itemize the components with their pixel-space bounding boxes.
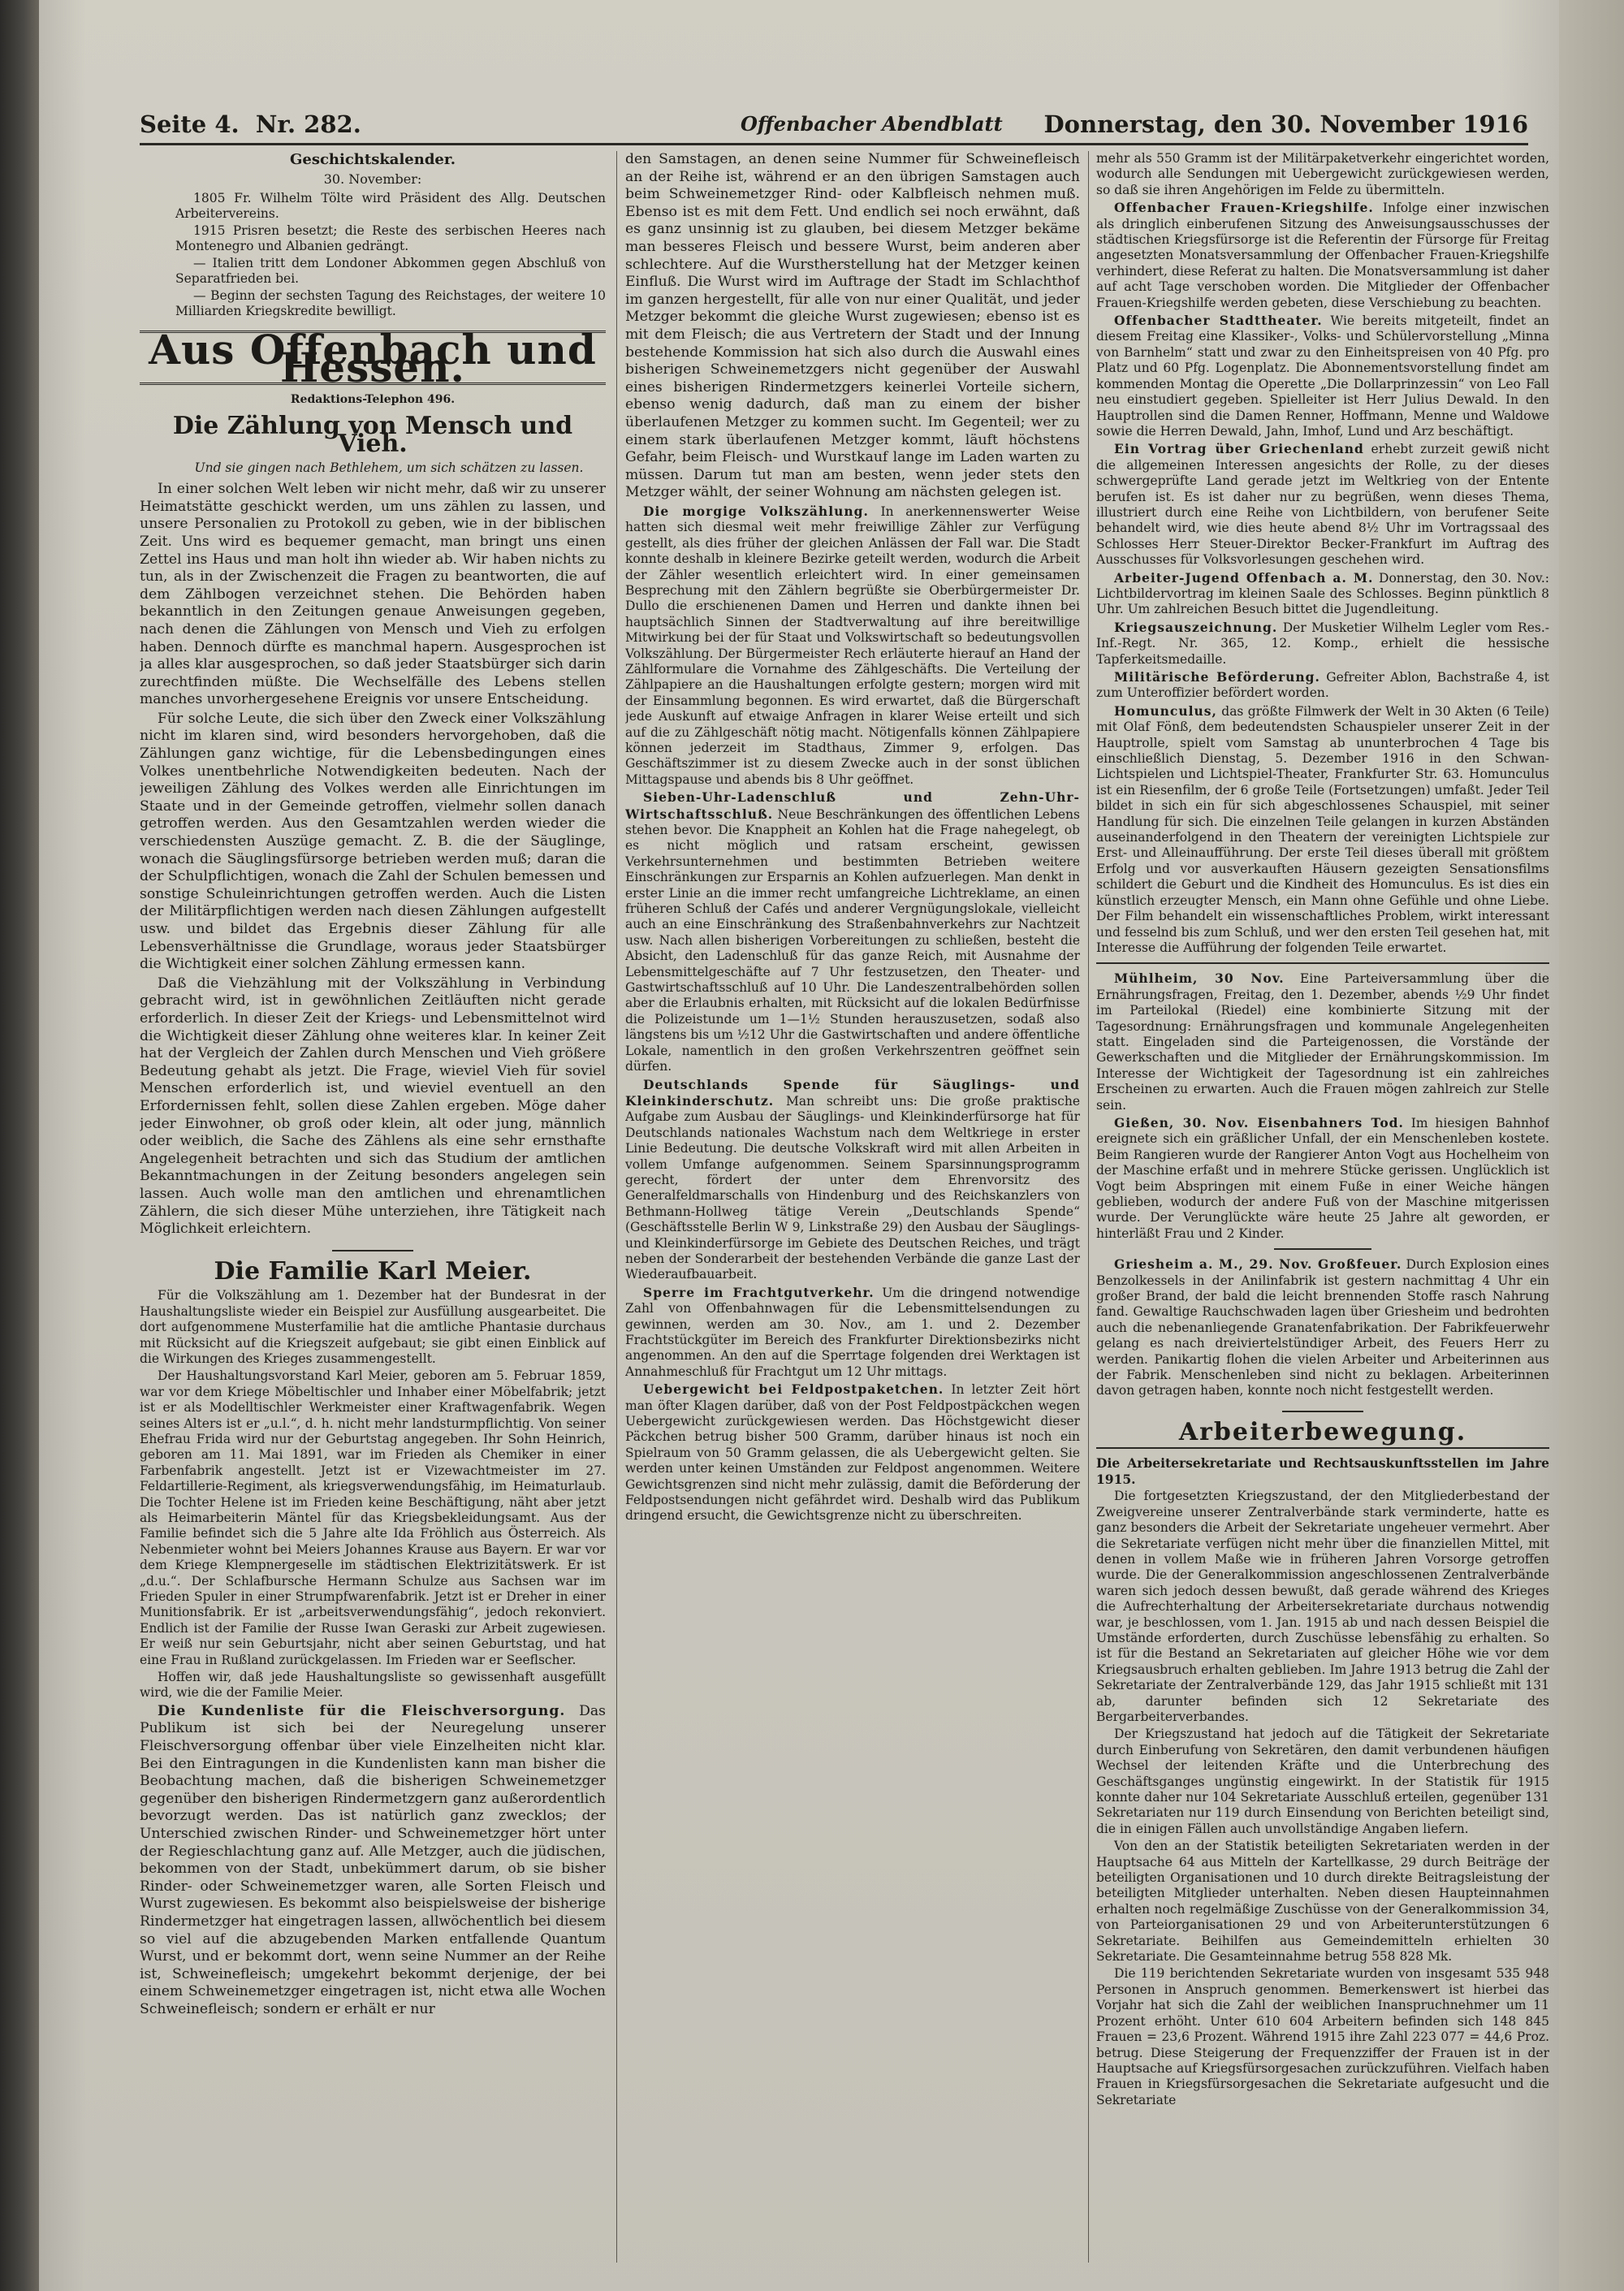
news-heading: Ein Vortrag über Griechenland bbox=[1114, 441, 1364, 457]
article-paragraph: Die fortgesetzten Kriegszustand, der den Mitgliederbestand der Zweigvereine unserer Zentralverbände stark verminderte, hatte es ganz besonders die Arbeit der Sekretariate ungeheuer vermehrt. Aber die Sekretariate verfügen nicht mehr über die finanziellen Mittel, mit denen in vollem Maße wie in früheren Jahren Vorsorge getroffen wurde. Die der Generalkommission angeschlossenen Zentralverbände waren sich jedoch dessen bewußt, daß gerade während des Krieges die Aufrechterhaltung der Arbeitersekretariate durchaus notwendig war, je beschlossen, vom 1. Jan. 1915 ab und nach dessen Beispiel die Umstände erforderten, durch Zuschüsse lebensfähig zu erhalten. So ist für die Bestand an Sekretariaten auf gleicher Höhe wie vor dem Kriegsausbruch erhalten geblieben. Im Jahre 1913 betrug die Zahl der Sekretariate der Zentralverbände 129, das Jahr 1915 schließt mit 131 ab, darunter befinden sich 12 Sekretariate des Bergarbeiterverbandes. bbox=[1096, 1489, 1549, 1724]
issue-date: Donnerstag, den 30. November 1916 bbox=[1043, 110, 1528, 138]
news-heading: Kriegsauszeichnung. bbox=[1114, 619, 1278, 635]
news-heading: Arbeiter-Jugend Offenbach a. M. bbox=[1114, 569, 1374, 586]
news-text: Man schreibt uns: Die große praktische Aufgabe zum Ausbau der Säuglings- und Kleinkinderfürsorge hat für Deutschlands nationales Wachstum nach dem Weltkriege in erster Linie Bedeutung. Die deutsche Volkskraft wird mit allen Arbeiten in vollem Umfange aufgenommen. Seinem Sparsinnungsprogramm gerecht, fördert der unter dem Ehrenvorsitz des Generalfeldmarschalls von Hindenburg und des Reichskanzlers von Bethmann-Hollweg tätige Verein „Deutschlands Spende“ (Geschäftsstelle Berlin W 9, Linkstraße 29) den Ausbau der Säuglings- und Kleinkinderfürsorge im Gebiete des Deutschen Reiches, und trägt neben der Sonderarbeit der bestehenden Verbände die ganze Last der Wiederaufbauarbeit. bbox=[625, 1093, 1080, 1282]
calendar-entry: 1915 Prisren besetzt; die Reste des serbischen Heeres nach Montenegro und Albanien gedrängt. bbox=[175, 223, 606, 254]
news-text: Donnerstag, den 30. Nov.: Lichtbildervortrag im kleinen Saale des Schlosses. Beginn pünktlich 8 Uhr. Um zahlreichen Besuch bittet die Jugendleitung. bbox=[1096, 570, 1549, 617]
section-title: Arbeiterbewegung. bbox=[1178, 1417, 1467, 1446]
calendar-entry: — Beginn der sechsten Tagung des Reichstages, der weitere 10 Milliarden Kriegskredite bewilligt. bbox=[175, 288, 606, 319]
divider bbox=[1282, 1411, 1363, 1412]
news-heading: Offenbacher Stadttheater. bbox=[1114, 313, 1323, 329]
article-paragraph: Der Haushaltungsvorstand Karl Meier, geboren am 5. Februar 1859, war vor dem Kriege Möbeltischler und Inhaber einer Möbelfabrik; jetzt ist er als Modelltischler Werkmeister einer Kraftwagenfabrik. Wegen seines Alters ist er „u.l.“, d. h. nicht mehr landsturmpflichtig. Von seiner Ehefrau Frida wird nur der Geburtstag angegeben. Ihr Sohn Heinrich, geboren am 11. Mai 1891, war im Frieden als Chemiker in einer Farbenfabrik angestellt. Jetzt ist er Vizewachtmeister im 27. Feldartillerie-Regiment, als kriegsverwendungsfähig, im Heimaturlaub. Die Tochter Helene ist im Frieden keine Beschäftigung, näht aber jetzt als Heimarbeiterin Mäntel für das Kriegsbekleidungsamt. Aus der Familie befindet sich die 5 Jahre alte Ida Fröhlich aus Österreich. Als Nebenmieter wohnt bei Meiers Johannes Krause aus Bayern. Er war vor dem Kriege Klempnergeselle im städtischen Elektrizitätswerk. Er ist „d.u.“. Der Schlafbursche Hermann Schulze aus Sachsen war im Frieden Spuler in einer Strumpfwarenfabrik. Jetzt ist er Dreher in einer Munitionsfabrik. Er ist „arbeitsverwendungsfähig“, jedoch rekonviert. Endlich ist der Familie der Russe Iwan Geraski zur Arbeit zugewiesen. Er weiß nur sein Geburtsjahr, nicht aber seinen Geburtstag, und hat eine Frau in Rußland zurückgelassen. Im Frieden war er Seeflscher. bbox=[140, 1368, 606, 1667]
news-text: Durch Explosion eines Benzolkessels in der Anilinfabrik ist gestern nachmittag 4 Uhr ein großer Brand, der bald die leicht brennenden Stoffe rasch Nahrung fand. Gewaltige Rauchschwaden lagen über Griesheim und bedrohten auch die nebenanliegende Granatenfabrikation. Der Fabrikfeuerwehr gelang es nach dreiviertelstündiger Arbeit, des Feuers Herr zu werden. Panikartig flohen die vielen Arbeiter und Arbeiterinnen aus der Fabrik. Menschenleben sind nicht zu beklagen. Arbeiterinnen davon getragen haben, konnte noch nicht festgestellt werden. bbox=[1096, 1257, 1549, 1398]
news-text: Eine Parteiversammlung über die Ernährungsfragen, Freitag, den 1. Dezember, abends ½9 Uhr findet im Parteilokal (Riedel) eine kombinierte Sitzung mit der Tagesordnung: Ernährungsfragen und kommunale Angelegenheiten statt. Eingeladen sind die Parteigenossen, die Vorstände der Gewerkschaften und die Mitglieder der Ernährungskommission. Im Interesse der Wichtigkeit der Tagesordnung ist ein zahlreiches Erscheinen zu erwarten. Auch die Frauen mögen zahlreich zur Stelle sein. bbox=[1096, 971, 1549, 1113]
column-rule bbox=[1088, 151, 1089, 2263]
page-number-label: Seite 4. Nr. 282. bbox=[140, 110, 361, 138]
news-text: In letzter Zeit hört man öfter Klagen darüber, daß von der Post Feldpostpäckchen wegen Uebergewicht zurückgewiesen werden. Das Höchstgewicht dieser Päckchen betrug bisher 500 Gramm, darüber hinaus ist noch ein Spielraum von 50 Gramm gelassen, die als Uebergewicht gelten. Sie werden unter keinen Umständen zur Feldpost angenommen. Weitere Gewichtsgrenzen sind nicht mehr zulässig, damit die Beförderung der Feldpostsendungen nicht gefährdet wird. Deshalb wird das Publikum dringend ersucht, die Gewichtsgrenze nicht zu überschreiten. bbox=[625, 1382, 1080, 1524]
article-subtitle: Die Arbeitersekretariate und Rechtsauskunftsstellen im Jahre 1915. bbox=[1096, 1455, 1549, 1487]
divider bbox=[1096, 962, 1549, 964]
adjacent-page-edge bbox=[1559, 0, 1624, 2291]
news-heading: Sieben-Uhr-Ladenschluß und Zehn-Uhr-Wirtschaftsschluß. bbox=[625, 789, 1080, 822]
news-heading: Homunculus, bbox=[1114, 702, 1217, 719]
calendar-entry: 1805 Fr. Wilhelm Tölte wird Präsident des Allg. Deutschen Arbeitervereins. bbox=[175, 191, 606, 222]
article-paragraph: Hoffen wir, daß jede Haushaltungsliste so gewissenhaft ausgefüllt wird, wie die der Familie Meier. bbox=[140, 1670, 606, 1701]
news-text: erhebt zurzeit gewiß nicht die allgemeinen Interessen angesichts der Rolle, zu der dieses schwergeprüfte Land gerade jetzt im Weltkrieg von der Entente berufen ist. Es ist daher nur zu begrüßen, wenn dieses Thema, illustriert durch eine Reihe von Lichtbildern, von berufener Seite behandelt wird, wie dies heute abend 8½ Uhr im Vortragssaal des Schlosses Herr Steuer-Direktor Becker-Frankfurt im Auftrag des Ausschusses für Volksvorlesungen geschehen wird. bbox=[1096, 442, 1549, 568]
book-binding bbox=[0, 0, 39, 2291]
masthead-title: Offenbacher Abendblatt bbox=[741, 112, 1003, 136]
article-paragraph: Für die Volkszählung am 1. Dezember hat der Bundesrat in der Haushaltungsliste wieder ein Beispiel zur Ausfüllung ausgearbeitet. Die dort aufgenommene Musterfamilie hat die amtliche Phantasie durchaus mit Rücksicht auf die Kriegszeit aufgebaut; sie gibt einen Einblick auf die Wirkungen des Krieges zusammengestellt. bbox=[140, 1288, 606, 1366]
news-heading: Offenbacher Frauen-Kriegshilfe. bbox=[1114, 200, 1374, 216]
section-title: Aus Offenbach und Hessen. bbox=[140, 331, 606, 385]
news-heading: Die morgige Volkszählung. bbox=[643, 503, 869, 519]
news-text: Um die dringend notwendige Zahl von Offenbahnwagen für die Lebensmittelsendungen zu gewinnen, werden am 30. Nov., am 1. und 2. Dezember Frachtstückgüter im Bereich des Frankfurter Direktionsbezirks nicht angenommen. An den auf die Sperrtage folgenden drei Werktagen ist Annahmeschluß für Frachtgut um 12 Uhr mittags. bbox=[625, 1285, 1080, 1379]
news-text: Gefreiter Ablon, Bachstraße 4, ist zum Unteroffizier befördert worden. bbox=[1096, 670, 1549, 701]
calendar-title: Geschichtskalender. bbox=[290, 151, 456, 168]
news-text: Infolge einer inzwischen als dringlich einberufenen Sitzung des Anweisungsausschusses der städtischen Kriegsfürsorge ist die Referentin der Fürsorge für Freitag angesetzten Monatsversammlung der Offenbacher Frauen-Kriegshilfe verhindert, diese Referat zu halten. Die Monatsversammlung ist daher auf acht Tage verschoben worden. Die Mitglieder der Offenbacher Frauen-Kriegshilfe werden gebeten, diese Verschiebung zu beachten. bbox=[1096, 201, 1549, 310]
editorial-telephone: Redaktions-Telephon 496. bbox=[290, 393, 456, 407]
calendar-entry: — Italien tritt dem Londoner Abkommen gegen Abschluß von Separatfrieden bei. bbox=[175, 256, 606, 287]
article-paragraph: Für solche Leute, die sich über den Zweck einer Volkszählung nicht im klaren sind, wird besonders hervorgehoben, daß die Zählungen ganz wichtige, für die Lebensbedingungen eines Volkes unentbehrliche Notwendigkeiten bedeuten. Nach der jeweiligen Zählung des Volkes werden alle Einrichtungen im Staate und in der Gemeinde getroffen, vielmehr sollen danach getroffen werden. Aus den Gesamtzahlen werden wieder die verschiedensten Auszüge gemacht. Z. B. die der Säuglinge, wonach die Säuglingsfürsorge betrieben werden muß; daran die der Schulpflichtigen, wonach die Zahl der Schulen bemessen und sonstige Schuleinrichtungen getroffen werden. Auch die Listen der Militärpflichtigen werden nach diesen Zählungen aufgestellt usw. und bildet das Ergebnis dieser Zählung für alle Lebensverhältnisse die Grundlage, woraus jeder Staatsbürger die Wichtigkeit einer solchen Zählung ermessen kann. bbox=[140, 710, 606, 973]
divider bbox=[332, 1250, 413, 1251]
article-paragraph: Daß die Viehzählung mit der Volkszählung in Verbindung gebracht wird, ist in gewöhnlichen Zeitläuften nicht gerade erforderlich. In dieser Zeit der Kriegs- und Lebensmittelnot wird die Wichtigkeit dieser Zählung ohne weiteres klar. In keiner Zeit hat der Vergleich der Zahlen durch Menschen und Vieh größere Bedeutung gehabt als jetzt. Die Frage, wieviel Vieh für soviel Menschen erforderlich ist, und wieviel eventuell an den Erfordernissen fehlt, sollen diese Zahlen ergeben. Möge daher jeder Einwohner, ob groß oder klein, alt oder jung, männlich oder weiblich, die Sache des Zählens als eine sehr ernsthafte Angelegenheit betrachten und sich das Studium der amtlichen Bekanntmachungen in der Zeitung besonders angelegen sein lassen. Auch wolle man den amtlichen und ehrenamtlichen Zählern, die sich dieser Mühe unterziehen, ihre Tätigkeit nach Möglichkeit erleichtern. bbox=[140, 975, 606, 1238]
news-heading: Uebergewicht bei Feldpostpaketchen. bbox=[643, 1381, 944, 1398]
news-text: Neue Beschränkungen des öffentlichen Lebens stehen bevor. Die Knappheit an Kohlen hat die Frage nahegelegt, ob es nicht möglich und ratsam erscheint, gewissen Verkehrsunternehmen und bestimmten Betrieben weitere Einschränkungen zur Ersparnis an Kohlen aufzuerlegen. Man denkt in erster Linie an die immer recht umfangreiche Lichtreklame, an einen früheren Schluß der Cafés und anderer Vergnügungslokale, vielleicht auch an eine Einschränkung des Straßenbahnverkehrs zur Nachtzeit usw. Nach allen bisherigen Vorbereitungen zu schließen, besteht die Absicht, den Ladenschluß für das ganze Reich, mit Ausnahme der Lebensmittelgeschäfte auf 7 Uhr festzusetzen, den Theater- und Gastwirtschaftsschluß auf 10 Uhr. Die Landeszentralbehörden sollen aber die Erlaubnis erhalten, mit Rücksicht auf die lokalen Bedürfnisse die Polizeistunde um 1—1½ Stunden herauszusetzen, sodaß also längstens bis um ½12 Uhr die Gastwirtschaften und andere öffentliche Lokale, namentlich in den großen Verkehrszentren geöffnet sein dürfen. bbox=[625, 806, 1080, 1074]
article-paragraph: Von den an der Statistik beteiligten Sekretariaten werden in der Hauptsache 64 aus Mitteln der Kartellkasse, 29 durch Beiträge der beteiligten Organisationen und 10 durch direkte Beitragsleistung der beteiligten Mitglieder unterhalten. Neben diesen Haupteinnahmen erhalten noch regelmäßige Zuschüsse von der Generalkommission 34, von Parteiorganisationen 29 und von Arbeiterunterstützungen 6 Sekretariate. Beihilfen aus Gemeindemitteln erhielten 30 Sekretariate. Die Gesamteinnahme betrug 558 828 Mk. bbox=[1096, 1839, 1549, 1965]
article-lead: Die Kundenliste für die Fleischversorgung. bbox=[158, 1702, 566, 1719]
column-3 bbox=[1096, 151, 1549, 2279]
article-paragraph: Das Publikum ist sich bei der Neuregelung unserer Fleischversorgung offenbar über viele Einzelheiten nicht klar. Bei den Eintragungen in die Kundenlisten kann man bisher die Beobachtung machen, daß die bisherigen Schweinemetzger gegenüber den bisherigen Rindermetzgern ganz außerordentlich bevorzugt werden. Das ist natürlich ganz zwecklos; der Unterschied zwischen Rinder- und Schweinemetzger hört unter der Regieschlachtung ganz auf. Alle Metzger, auch die jüdischen, bekommen von der Stadt, unbekümmert darum, ob sie bisher Rinder- oder Schweinemetzger waren, alle Sorten Fleisch und Wurst zugewiesen. Es bekommt also beispielsweise der bisherige Rindermetzger hat eingetragen lassen, allwöchentlich bei diesem so viel auf die abzugebenden Marken entfallende Quantum Wurst, und er bekommt dort, wenn seine Nummer an der Reihe ist, Schweinefleisch; umgekehrt bekommt derjenige, der bei einem Schweinemetzger eingetragen ist, nicht etwa alle Wochen Schweinefleisch; sondern er erhält er nur bbox=[140, 1702, 606, 2017]
divider bbox=[1096, 1447, 1549, 1449]
calendar-date: 30. November: bbox=[323, 171, 422, 187]
news-text: In anerkennenswerter Weise hatten sich diesmal weit mehr freiwillige Zähler zur Verfügung gestellt, als dies früher der gleichen Anlässen der Fall war. Die Stadt konnte deshalb in kleinere Bezirke geteilt werden, wodurch die Arbeit der Zähler wesentlich erleichtert wird. In einer gemeinsamen Besprechung mit den Zählern begrüßte sie Oberbürgermeister Dr. Dullo die erschienenen Damen und Herren und dankte ihnen bei hauptsächlich Sinnen der Stadtverwaltung auf ihre bereitwillige Mitwirkung bei der für Staat und Volkswirtschaft so bedeutungsvollen Volkszählung. Der Bürgermeister Rech erläuterte hierauf an Hand der Zählformulare die Vornahme des Zählgeschäfts. Die Verteilung der Zählpapiere an die Haushaltungen erfolgte gestern; morgen wird mit der Einsammlung begonnen. Es wird erwartet, daß die Bürgerschaft jede Auskunft auf etwaige Anfragen in klarer Weise erteilt und sich auf die zu Zählgeschäft nötig macht. Nötigenfalls können Zählpapiere können jederzeit im Stadthaus, Zimmer 9, erfolgen. Das Geschäftszimmer ist zu diesem Zwecke auch in der sonst üblichen Mittagspause und abends bis 8 Uhr geöffnet. bbox=[625, 504, 1080, 787]
news-text: das größte Filmwerk der Welt in 30 Akten (6 Teile) mit Olaf Fönß, dem bedeutendsten Schauspieler unserer Zeit in der Hauptrolle, spielt vom Samstag ab ununterbrochen 4 Tage bis einschließlich Dienstag, 5. Dezember 1916 in den Schwan-Lichtspielen und Lichtspiel-Theater, Frankfurter Str. 63. Homunculus ist ein Riesenfilm, der 6 große Teile (Fortsetzungen) umfaßt. Jeder Teil bildet in sich ein für sich abgeschlossenes Schauspiel, mit seiner Handlung für sich. Die einzelnen Teile gelangen in kurzen Abständen auseinanderfolgend in den Theatern der vereinigten Lichtspiele zur Erst- und Alleinaufführung. Der erste Teil dieses überall mit größtem Erfolg und vor ausverkauften Häusern gezeigten Sensationsfilms schildert die Geburt und die Kindheit des Homunculus. Es ist dies ein künstlich erzeugter Mensch, ein Mann ohne Gefühle und ohne Liebe. Der Film behandelt ein wissenschaftliches Problem, wirkt interessant und fesselnd bis zum Schluß, und wer den ersten Teil gesehen hat, mit Interesse die Aufführung der folgenden Teile erwartet. bbox=[1096, 703, 1549, 955]
news-heading: Griesheim a. M., 29. Nov. Großfeuer. bbox=[1114, 1256, 1402, 1273]
article-paragraph: Die 119 berichtenden Sekretariate wurden von insgesamt 535 948 Personen in Anspruch genommen. Bemerkenswert ist hierbei das Vorjahr hat sich die Zahl der weiblichen Inanspruchnehmer um 11 Prozent erhöht. Unter 610 604 Arbeitern befinden sich 148 845 Frauen = 23,6 Prozent. Während 1915 ihre Zahl 223 077 = 44,6 Proz. betrug. Diese Steigerung der Frequenzziffer der Frauen ist in der Hauptsache auf Kriegsfürsorgesachen zurückzuführen. Vielfach haben Frauen in Kriegsfürsorgesachen die Sekretariate aufgesucht und die Sekretariate bbox=[1096, 1966, 1549, 2107]
article-paragraph: In einer solchen Welt leben wir nicht mehr, daß wir zu unserer Heimatstätte geschickt werden, um uns zählen zu lassen, und unsere Personalien zu Protokoll zu geben, wie in der biblischen Zeit. Uns wird es bequemer gemacht, man bringt uns einen Zettel ins Haus und man holt ihn wieder ab. Wir haben nichts zu tun, als in der Zwischenzeit die Fragen zu beantworten, die auf dem Zählbogen verzeichnet stehen. Die Behörden haben bekanntlich in den Zeitungen genaue Anweisungen gegeben, nach denen die Zählungen von Mensch und Vieh zu erfolgen haben. Dennoch dürfte es manchmal hapern. Ausgesprochen ist ja alles klar ausgesprochen, so daß jeder Staatsbürger sich darin zurechtfinden müßte. Die Wechselfälle des Lebens stellen manches unvorhergesehene Ereignis vor unsere Entscheidung. bbox=[140, 481, 606, 708]
news-text: Im hiesigen Bahnhof ereignete sich ein gräßlicher Unfall, der ein Menschenleben kostete. Beim Rangieren wurde der Rangierer Anton Vogt aus Hochelheim von der Maschine erfaßt und in mehrere Stücke gerissen. Unglücklich ist Vogt beim Abspringen mit einem Fuße in einer Weiche hängen geblieben, wodurch der andere Fuß von der Maschine mitgerissen wurde. Der Verunglückte wäre heute 25 Jahre alt geworden, er hinterläßt Frau und 2 Kinder. bbox=[1096, 1115, 1549, 1241]
news-heading: Deutschlands Spende für Säuglings- und Kleinkinderschutz. bbox=[625, 1076, 1080, 1109]
article-epigraph: Und sie gingen nach Bethlehem, um sich schätzen zu lassen. bbox=[194, 460, 584, 476]
column-2 bbox=[625, 151, 1080, 2279]
article-title: Die Familie Karl Meier. bbox=[214, 1256, 532, 1286]
column-rule bbox=[616, 151, 617, 2263]
news-heading: Gießen, 30. Nov. Eisenbahners Tod. bbox=[1114, 1114, 1404, 1130]
article-paragraph: den Samstagen, an denen seine Nummer für Schweinefleisch an der Reihe ist, während er an den übrigen Samstagen auch beim Schweinemetzger Rind- oder Kalbfleisch nehmen muß. Ebenso ist es mit dem Fett. Und endlich sei noch erwähnt, daß es ganz unsinnig ist zu glauben, bei diesem Metzger bekäme man besseres Fleisch und bessere Wurst, beim anderen aber schlechtere. Auf die Wurstherstellung hat der Metzger keinen Einfluß. Die Wurst wird im Auftrage der Stadt im Schlachthof im ganzen hergestellt, für alle von nur einer Qualität, und jeder Metzger bekommt die gleiche Wurst zugewiesen; ebenso ist es mit dem Fleisch; die aus Vertretern der Stadt und der Innung bestehende Kommission hat sich also durch die Auswahl eines bisherigen Schweinemetzgers nicht gegenüber der Auswahl eines bisherigen Rindermetzgers keinerlei Vorteile sichern, ebenso wenig dadurch, daß man zu einem der bisher überlaufenen Metzger zu kommen sucht. Im Gegenteil; wer zu einem stark überlaufenen Metzger kommt, läuft höchstens Gefahr, beim Fleisch- und Wurstkauf lange im Laden warten zu müssen. Darum tut man am besten, wenn jeder stets den Metzger wählt, der seiner Wohnung am nächsten gelegen ist. bbox=[625, 151, 1080, 501]
article-title: Die Zählung von Mensch und Vieh. bbox=[172, 411, 573, 458]
news-text: Der Musketier Wilhelm Legler vom Res.-Inf.-Regt. Nr. 365, 12. Komp., erhielt die hessische Tapferkeitsmedaille. bbox=[1096, 620, 1549, 667]
news-heading: Sperre im Frachtgutverkehr. bbox=[643, 1284, 875, 1300]
page-header bbox=[140, 107, 1528, 145]
news-heading: Militärische Beförderung. bbox=[1114, 669, 1320, 685]
news-heading: Mühlheim, 30 Nov. bbox=[1114, 970, 1285, 987]
news-text: mehr als 550 Gramm ist der Militärpaketverkehr eingerichtet worden, wodurch alle Sendungen mit Uebergewicht zurückgewiesen werden, so daß sie ihren Angehörigen im Felde zu übermitteln. bbox=[1096, 151, 1549, 197]
news-text: Wie bereits mitgeteilt, findet an diesem Freitag eine Klassiker-, Volks- und Schülervorstellung „Minna von Barnhelm“ statt und zwar zu den Einheitspreisen von 40 Pfg. pro Platz und 60 Pfg. Logenplatz. Die Abonnementsvorstellung findet am kommenden Montag die Operette „Die Dollarprinzessin“ von Leo Fall neu einstudiert gegeben. Spielleiter ist Herr Julius Dewald. In den Hauptrollen sind die Damen Renner, Hoffmann, Menne und Waldowe sowie die Herren Dewald, Jahn, Imhof, Lund und Arz beschäftigt. bbox=[1096, 313, 1549, 439]
article-paragraph: Der Kriegszustand hat jedoch auf die Tätigkeit der Sekretariate durch Einberufung von Sekretären, den damit verbundenen häufigen Wechsel der leitenden Kräfte und die Unterbrechung des Geschäftsganges ungünstig eingewirkt. In der Statistik für 1915 konnte daher nur 104 Sekretariate Ausschluß erteilen, gegenüber 131 Sekretariaten nur 119 durch Einsendung von Berichten beteiligt sind, die in einigen Fällen auch unvollständige Angaben liefern. bbox=[1096, 1727, 1549, 1836]
column-1 bbox=[140, 151, 606, 2279]
divider bbox=[1274, 1248, 1371, 1250]
